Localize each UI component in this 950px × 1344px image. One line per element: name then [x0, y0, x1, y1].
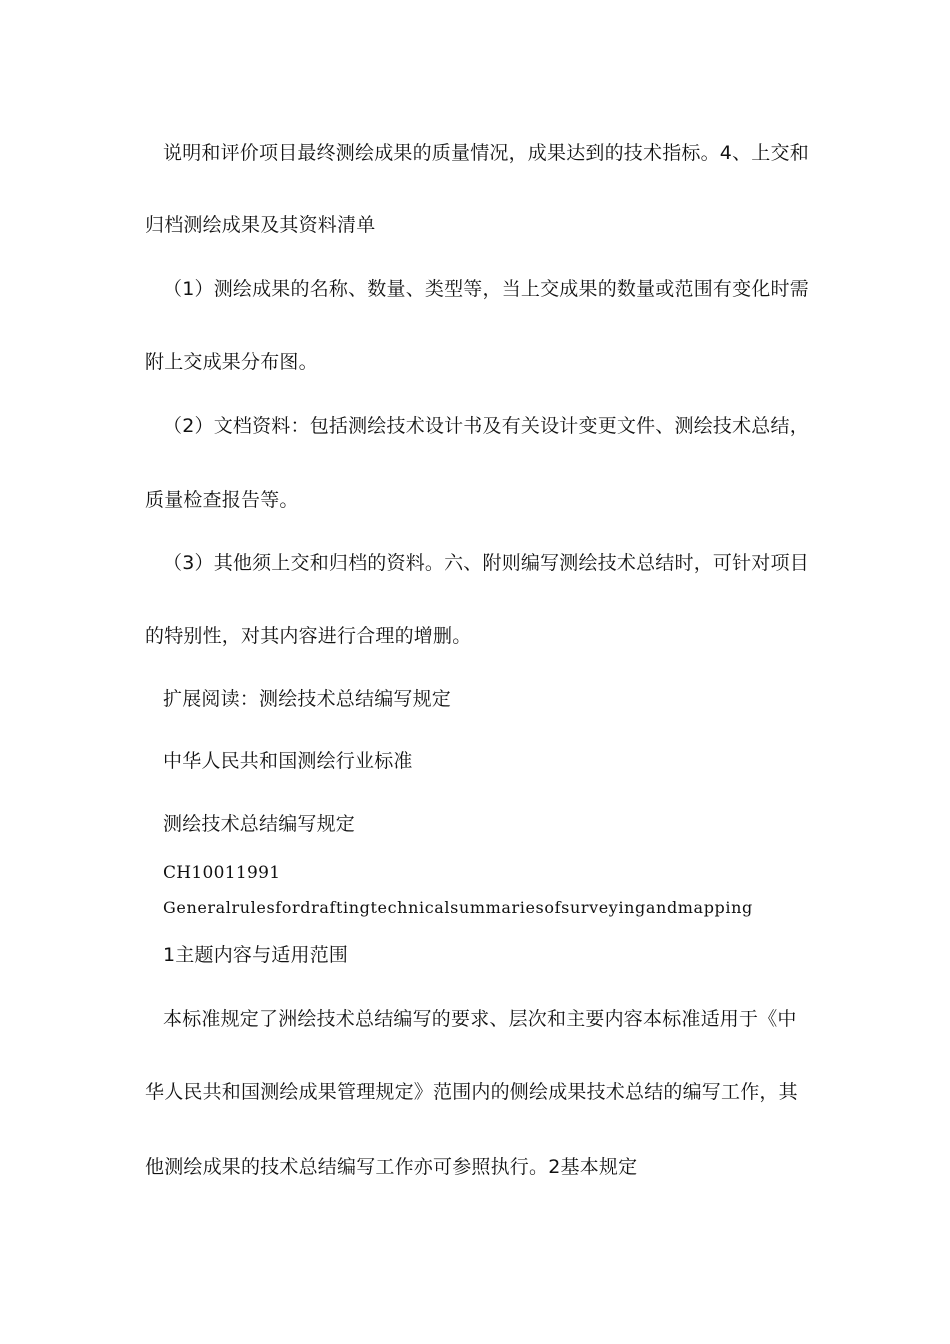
- standard-title: 测绘技术总结编写规定: [163, 813, 356, 835]
- extended-reading-heading: 扩展阅读：测绘技术总结编写规定: [163, 688, 452, 710]
- english-title: Generalrulesfordraftingtechnicalsummariesofsurveyingandmapping: [163, 898, 753, 917]
- paragraph-line: 本标准规定了洲绘技术总结编写的要求、层次和主要内容本标准适用于《中: [163, 1008, 797, 1030]
- section-heading: 1主题内容与适用范围: [163, 944, 349, 966]
- paragraph-line: 质量检查报告等。: [145, 489, 299, 511]
- paragraph-line: 说明和评价项目最终测绘成果的质量情况，成果达到的技术指标。4、上交和: [163, 142, 809, 164]
- paragraph-line: （2）文档资料：包括测绘技术设计书及有关设计变更文件、测绘技术总结，: [163, 415, 809, 437]
- paragraph-line: （3）其他须上交和归档的资料。六、附则编写测绘技术总结时，可针对项目: [163, 552, 809, 574]
- standard-code: CH10011991: [163, 863, 281, 883]
- paragraph-line: 的特别性，对其内容进行合理的增删。: [145, 625, 472, 647]
- standard-org-title: 中华人民共和国测绘行业标准: [163, 750, 413, 772]
- paragraph-line: （1）测绘成果的名称、数量、类型等，当上交成果的数量或范围有变化时需: [163, 278, 809, 300]
- paragraph-line: 归档测绘成果及其资料清单: [145, 214, 376, 236]
- paragraph-line: 他测绘成果的技术总结编写工作亦可参照执行。2基本规定: [145, 1156, 638, 1178]
- paragraph-line: 附上交成果分布图。: [145, 351, 318, 373]
- paragraph-line: 华人民共和国测绘成果管理规定》范围内的侧绘成果技术总结的编写工作，其: [145, 1081, 798, 1103]
